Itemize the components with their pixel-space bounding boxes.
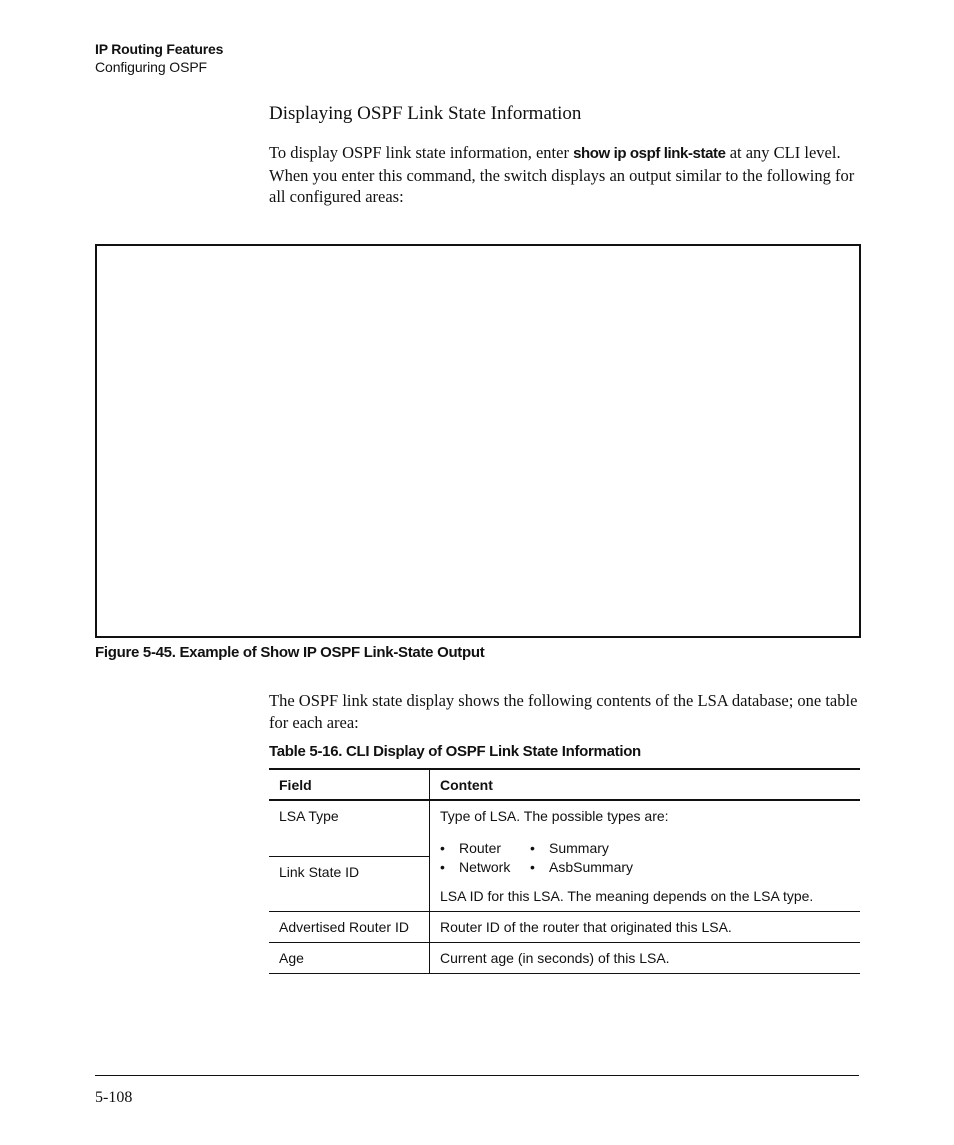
field-cell: Link State ID	[269, 856, 430, 911]
footer-rule	[95, 1075, 859, 1076]
column-header-field: Field	[269, 769, 430, 800]
lsa-table	[269, 768, 860, 974]
content-cell: Router ID of the router that originated this LSA.	[430, 912, 861, 943]
lsa-type-list	[440, 840, 850, 875]
content-cell	[430, 800, 861, 912]
intro-text-after: at any CLI level. When you enter this command, the switch displays an output similar to the following for all configured areas:	[269, 143, 855, 206]
field-cell: LSA Type	[269, 800, 430, 856]
running-header-chapter: IP Routing Features	[95, 41, 224, 57]
field-cell: Advertised Router ID	[269, 912, 430, 943]
column-header-content: Content	[430, 769, 861, 800]
section-title: Displaying OSPF Link State Information	[269, 103, 582, 124]
content-cell: Current age (in seconds) of this LSA.	[430, 943, 861, 974]
table-caption: Table 5-16. CLI Display of OSPF Link State Information	[269, 743, 641, 760]
list-item: • Summary	[530, 840, 710, 856]
list-item: • Network	[440, 859, 530, 875]
list-item: • AsbSummary	[530, 859, 710, 875]
table-header-row	[269, 769, 860, 800]
cli-command: show ip ospf link-state	[573, 145, 726, 162]
page-number: 5-108	[95, 1089, 133, 1106]
table-row	[269, 912, 860, 943]
table-row	[269, 943, 860, 974]
intro-text-before: To display OSPF link state information, enter	[269, 143, 574, 162]
intro-paragraph	[269, 142, 861, 208]
content-text: LSA ID for this LSA. The meaning depends on the LSA type.	[440, 888, 814, 904]
figure-caption: Figure 5-45. Example of Show IP OSPF Link-State Output	[95, 644, 485, 661]
table-row	[269, 800, 860, 856]
list-item: • Router	[440, 840, 530, 856]
content-text: Type of LSA. The possible types are:	[440, 808, 669, 824]
running-header-section: Configuring OSPF	[95, 59, 208, 75]
description-paragraph: The OSPF link state display shows the following contents of the LSA database; one table for each area:	[269, 691, 858, 732]
figure-frame	[95, 244, 861, 638]
field-cell: Age	[269, 943, 430, 974]
